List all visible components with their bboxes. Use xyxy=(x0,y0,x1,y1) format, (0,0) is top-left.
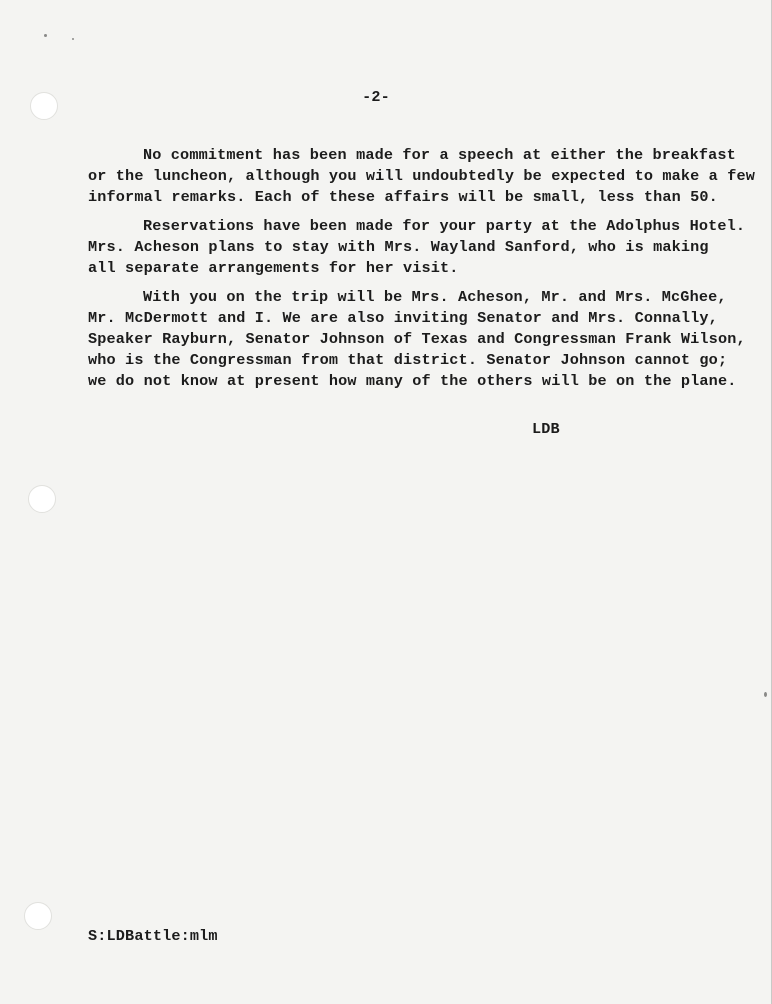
reference-line: S:LDBattle:mlm xyxy=(88,927,218,945)
paragraph-line: With you on the trip will be Mrs. Acheson, Mr. and Mrs. McGhee, xyxy=(143,288,727,306)
signature-initials: LDB xyxy=(532,420,560,438)
paragraph-line: Speaker Rayburn, Senator Johnson of Texas and Congressman Frank Wilson, xyxy=(88,330,746,348)
paper-speck xyxy=(44,34,47,37)
paragraph-line: informal remarks. Each of these affairs will be small, less than 50. xyxy=(88,188,718,206)
paragraph-line: Mr. McDermott and I. We are also inviting Senator and Mrs. Connally, xyxy=(88,309,718,327)
paragraph-line: Reservations have been made for your party at the Adolphus Hotel. xyxy=(143,217,746,235)
paragraph-1 xyxy=(88,145,756,208)
paragraph-3 xyxy=(88,287,746,392)
punch-hole-bottom xyxy=(24,902,52,930)
paragraph-line: or the luncheon, although you will undoubtedly be expected to make a few xyxy=(88,167,756,185)
paragraph-line: No commitment has been made for a speech at either the breakfast xyxy=(143,146,736,164)
paragraph-line: we do not know at present how many of the others will be on the plane. xyxy=(88,372,737,390)
paragraph-line: all separate arrangements for her visit. xyxy=(88,259,459,277)
page-number: -2- xyxy=(362,88,390,106)
punch-hole-middle xyxy=(28,485,56,513)
paper-speck xyxy=(764,692,767,697)
paragraph-line: Mrs. Acheson plans to stay with Mrs. Wayland Sanford, who is making xyxy=(88,238,709,256)
paragraph-line: who is the Congressman from that district. Senator Johnson cannot go; xyxy=(88,351,728,369)
paper-speck xyxy=(72,38,74,40)
paragraph-2 xyxy=(88,216,746,279)
